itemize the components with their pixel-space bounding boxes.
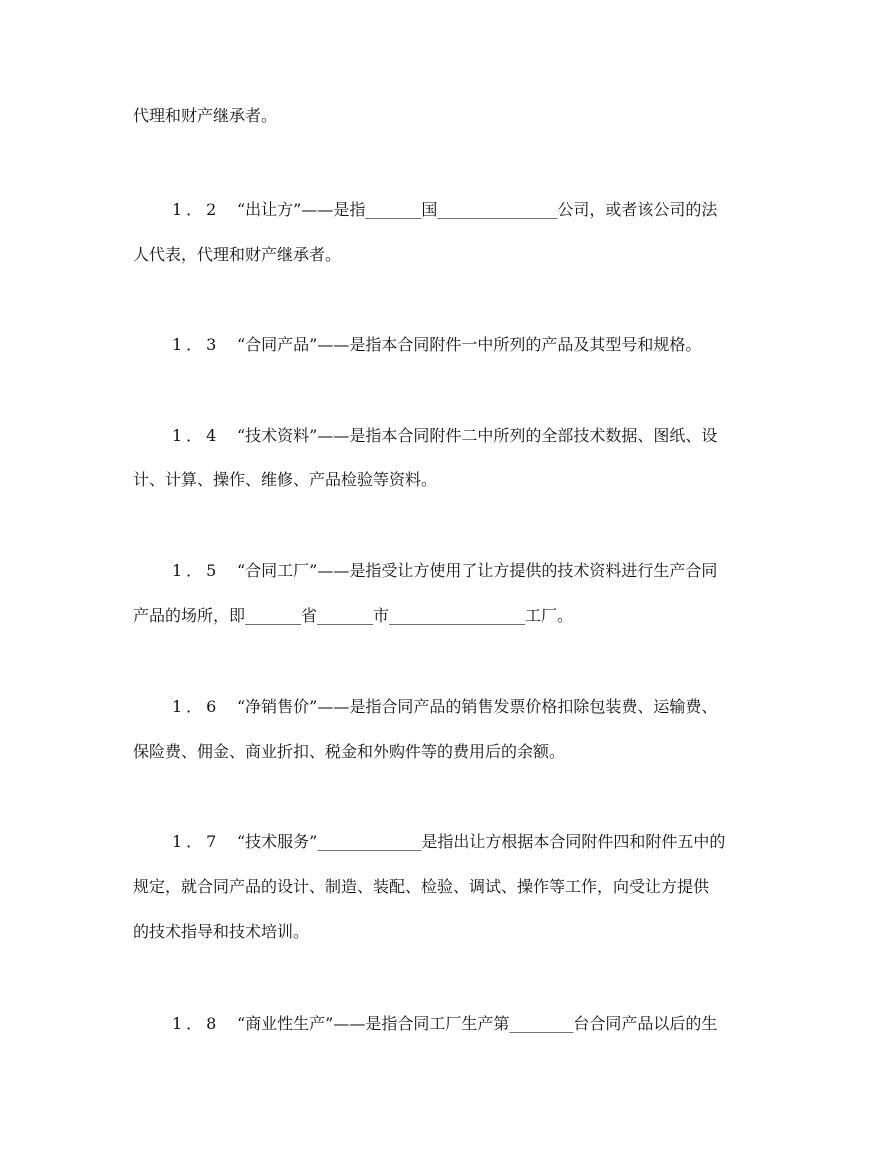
- clause-number: 1．2: [172, 200, 221, 219]
- clause-number: 1．3: [172, 335, 221, 354]
- text-line: [133, 876, 892, 898]
- line-text: 规定，就合同产品的设计、制造、装配、检验、调试、操作等工作，向受让方提供: [133, 877, 710, 896]
- line-text: 人代表，代理和财产继承者。: [133, 245, 342, 264]
- line-text: 产品的场所，即_______省_______市_________________工厂。: [133, 606, 574, 625]
- text-line: [133, 244, 892, 266]
- clause-1-2: [133, 199, 892, 221]
- line-text: 的技术指导和技术培训。: [133, 922, 310, 941]
- line-text: “技术资料”——是指本合同附件二中所列的全部技术数据、图纸、设: [237, 426, 718, 445]
- clause-number: 1．5: [172, 561, 221, 580]
- line-text: “出让方”——是指_______国_______________公司，或者该公司的法: [237, 200, 718, 219]
- text-line: [133, 741, 892, 763]
- line-text: “合同工厂”——是指受让方使用了让方提供的技术资料进行生产合同: [237, 561, 718, 580]
- line-text: 保险费、佣金、商业折扣、税金和外购件等的费用后的余额。: [133, 742, 566, 761]
- text-line: [133, 921, 892, 943]
- clause-1-6: [133, 696, 892, 718]
- clause-1-8: [133, 1013, 892, 1035]
- line-text: “技术服务”_____________是指出让方根据本合同附件四和附件五中的: [237, 832, 726, 851]
- text-line: [133, 469, 892, 491]
- text-line: [133, 105, 892, 127]
- line-text: 代理和财产继承者。: [133, 106, 278, 125]
- line-text: “商业性生产”——是指合同工厂生产第________台合同产品以后的生: [237, 1014, 718, 1033]
- clause-number: 1．6: [172, 697, 221, 716]
- text-line: [133, 605, 892, 627]
- line-text: 计、计算、操作、维修、产品检验等资料。: [133, 470, 438, 489]
- line-text: “净销售价”——是指合同产品的销售发票价格扣除包装费、运输费、: [237, 697, 718, 716]
- clause-number: 1．8: [172, 1014, 221, 1033]
- clause-1-3: [133, 334, 892, 356]
- clause-number: 1．4: [172, 426, 221, 445]
- clause-number: 1．7: [172, 832, 221, 851]
- clause-1-7: [133, 831, 892, 853]
- line-text: “合同产品”——是指本合同附件一中所列的产品及其型号和规格。: [237, 335, 702, 354]
- clause-1-5: [133, 560, 892, 582]
- clause-1-4: [133, 425, 892, 447]
